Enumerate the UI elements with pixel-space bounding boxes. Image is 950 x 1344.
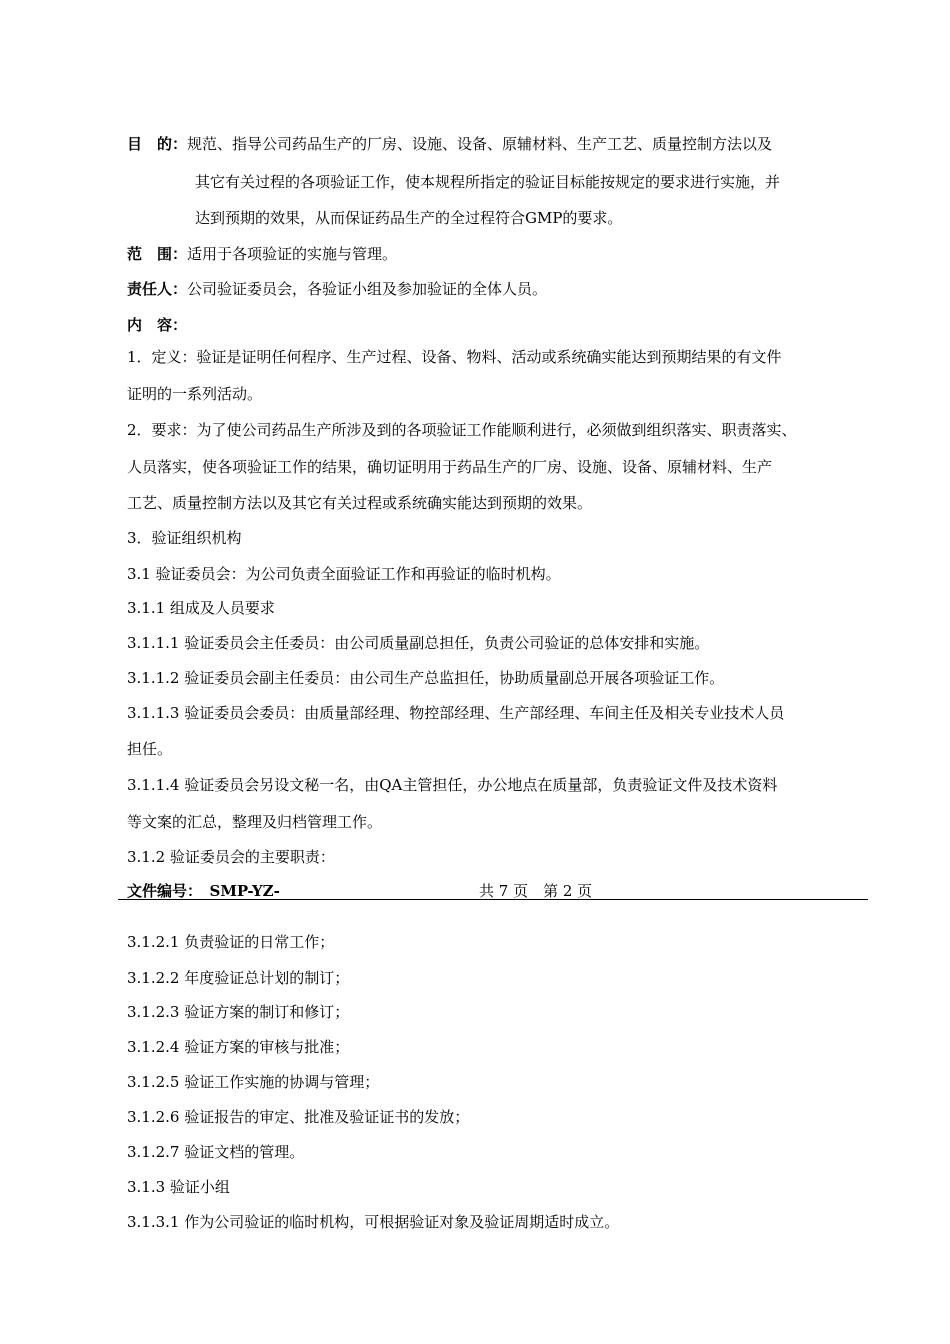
page-footer (127, 881, 867, 901)
scope-label: 范 围： (127, 245, 188, 263)
page-info: 共 7 页 第 2 页 (479, 882, 593, 900)
scope-text: 适用于各项验证的实施与管理。 (187, 245, 398, 263)
responsible-label: 责任人： (127, 280, 188, 298)
list-item: 3.1.2.7 验证文档的管理。 (127, 1143, 305, 1161)
body-line: 2．要求：为了使公司药品生产所涉及到的各项验证工作能顺利进行，必须做到组织落实、职责落实、 (127, 421, 797, 439)
body-line: 等文案的汇总，整理及归档管理工作。 (127, 813, 383, 831)
body-line: 3.1.1.4 验证委员会另设文秘一名，由QA主管担任，办公地点在质量部，负责验证文件及技术资料 (127, 776, 778, 794)
responsible-line (127, 279, 547, 299)
scope-line (127, 244, 397, 264)
body-line: 3.1.1 组成及人员要求 (127, 599, 275, 617)
body-line: 人员落实，使各项验证工作的结果，确切证明用于药品生产的厂房、设施、设备、原辅材料、生产 (127, 458, 773, 476)
body-line: 3.1.1.1 验证委员会主任委员：由公司质量副总担任，负责公司验证的总体安排和实施。 (127, 634, 710, 652)
list-item: 3.1.2.2 年度验证总计划的制订； (127, 969, 350, 987)
purpose-text-2: 其它有关过程的各项验证工作，使本规程所指定的验证目标能按规定的要求进行实施，并 (195, 173, 781, 191)
body-line: 3.1.1.3 验证委员会委员：由质量部经理、物控部经理、生产部经理、车间主任及相关专业技术人员 (127, 704, 785, 722)
purpose-text-1: 规范、指导公司药品生产的厂房、设施、设备、原辅材料、生产工艺、质量控制方法以及 (187, 135, 773, 153)
list-item: 3.1.2.5 验证工作实施的协调与管理； (127, 1073, 380, 1091)
footer-divider (118, 899, 868, 900)
list-item: 3.1.2.6 验证报告的审定、批准及验证证书的发放； (127, 1108, 470, 1126)
body-line: 1．定义：验证是证明任何程序、生产过程、设备、物料、活动或系统确实能达到预期结果的有文件 (127, 348, 782, 366)
body-line: 3.1.1.2 验证委员会副主任委员：由公司生产总监担任，协助质量副总开展各项验证工作。 (127, 669, 725, 687)
content-label: 内 容： (127, 316, 188, 334)
doc-number: 文件编号： SMP-YZ- (127, 882, 280, 900)
list-item: 3.1.2.4 验证方案的审核与批准； (127, 1038, 350, 1056)
purpose-line-1 (127, 134, 772, 154)
body-line: 3.1 验证委员会：为公司负责全面验证工作和再验证的临时机构。 (127, 565, 561, 583)
body-line: 3．验证组织机构 (127, 529, 242, 547)
list-item: 3.1.2.1 负责验证的日常工作； (127, 933, 335, 951)
purpose-text-3: 达到预期的效果，从而保证药品生产的全过程符合GMP的要求。 (195, 209, 623, 227)
body-line: 工艺、质量控制方法以及其它有关过程或系统确实能达到预期的效果。 (127, 494, 593, 512)
purpose-label: 目 的： (127, 135, 188, 153)
list-item: 3.1.3.1 作为公司验证的临时机构，可根据验证对象及验证周期适时成立。 (127, 1213, 620, 1231)
body-line: 担任。 (127, 740, 173, 758)
body-line: 3.1.2 验证委员会的主要职责： (127, 848, 335, 866)
body-line: 证明的一系列活动。 (127, 385, 263, 403)
responsible-text: 公司验证委员会，各验证小组及参加验证的全体人员。 (187, 280, 548, 298)
list-item: 3.1.3 验证小组 (127, 1178, 230, 1196)
list-item: 3.1.2.3 验证方案的制订和修订； (127, 1003, 350, 1021)
